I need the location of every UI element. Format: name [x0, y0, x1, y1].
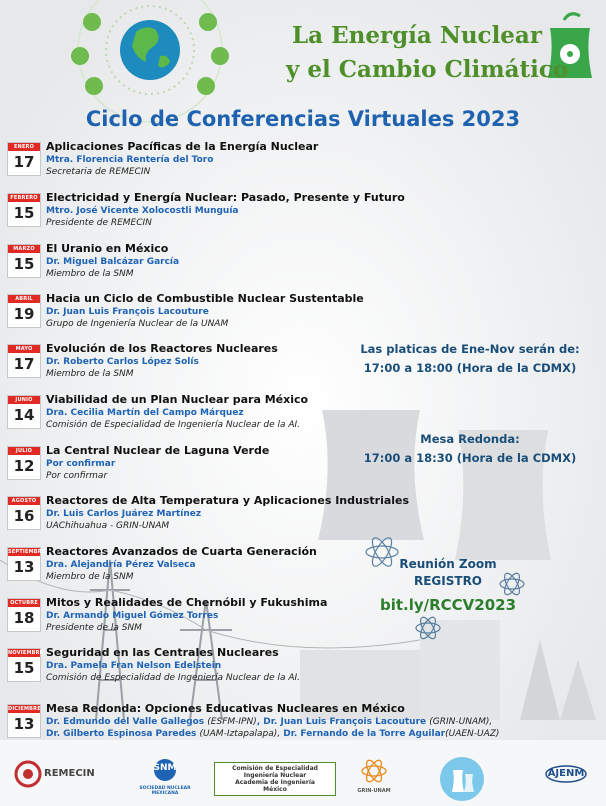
schedule-info [350, 340, 590, 378]
session-speaker: Mtro. José Vicente Xolocostli Munguía [46, 206, 239, 216]
session-title: Electricidad y Energía Nuclear: Pasado, Presente y Futuro [46, 191, 405, 204]
date-month: DICIEMBRE [8, 706, 41, 712]
date-badge [8, 705, 40, 737]
page-subtitle: Ciclo de Conferencias Virtuales 2023 [85, 107, 521, 131]
date-badge [8, 396, 40, 428]
zoom-info [378, 556, 518, 590]
atom-icon [352, 758, 396, 784]
date-day: 15 [13, 255, 35, 273]
zoom-label: Reunión Zoom [399, 557, 497, 571]
roundtable-time: 17:00 a 18:30 (Hora de la CDMX) [363, 451, 577, 465]
date-badge [8, 649, 44, 681]
session-role: UAChihuahua - GRIN-UNAM [46, 521, 170, 531]
grin-logo: GRIN-UNAM [352, 758, 396, 794]
remecin-logo: REMECIN [10, 758, 100, 794]
session-title: Reactores Avanzados de Cuarta Generación [46, 545, 317, 558]
session-speaker: Dra. Alejandría Pérez Valseca [46, 560, 196, 570]
session-title: Hacia un Ciclo de Combustible Nuclear Sustentable [46, 292, 364, 305]
reactor-logo [438, 756, 486, 806]
registration-link[interactable]: bit.ly/RCCV2023 [379, 596, 517, 614]
session-title: Reactores de Alta Temperatura y Aplicaciones Industriales [46, 494, 410, 507]
snm-logo: SNM SOCIEDAD NUCLEAR MEXICANA [132, 758, 198, 796]
roundtable-label: Mesa Redonda: [420, 432, 520, 446]
session-title: Seguridad en las Centrales Nucleares [46, 646, 279, 659]
date-day: 15 [13, 659, 35, 677]
session-role: Miembro de la SNM [46, 369, 134, 379]
date-month: ENERO [8, 143, 40, 151]
date-month: MAYO [8, 345, 40, 353]
date-badge [8, 194, 40, 226]
date-badge [8, 295, 40, 327]
date-day: 17 [13, 153, 35, 171]
session-role: Presidente de la SNM [46, 623, 142, 633]
date-badge [8, 245, 40, 277]
session-role: Por confirmar [46, 471, 108, 481]
date-month: NOVIEMBRE [8, 650, 44, 656]
session-role: Comisión de Especialidad de Ingeniería Nuclear de la AI. [46, 673, 301, 683]
date-badge [8, 497, 40, 529]
date-day: 13 [13, 558, 35, 576]
talks-label: Las platicas de Ene-Nov serán de: [360, 342, 580, 356]
session-title: La Central Nuclear de Laguna Verde [46, 444, 270, 457]
session-role: Miembro de la SNM [46, 269, 134, 279]
session-speaker: Dr. Armando Miguel Gómez Torres [46, 611, 219, 621]
session-speaker: Dr. Roberto Carlos López Solís [46, 357, 199, 367]
date-badge [8, 599, 40, 631]
ajenm-logo: AJENM [536, 760, 596, 792]
date-month: MARZO [8, 245, 40, 253]
date-day: 16 [13, 507, 35, 525]
date-day: 18 [13, 609, 35, 627]
session-title: Aplicaciones Pacíficas de la Energía Nuclear [46, 140, 319, 153]
date-badge [8, 548, 46, 580]
panel-line-1: Dr. Edmundo del Valle Gallegos (ESFM-IPN), Dr. Juan Luis François Lacouture (GRIN-UNAM), [46, 717, 493, 727]
session-title: Evolución de los Reactores Nucleares [46, 342, 278, 355]
date-badge [8, 345, 40, 377]
registro-label: REGISTRO [413, 574, 483, 588]
session-speaker: Mtra. Florencia Rentería del Toro [46, 155, 214, 165]
session-title: Mesa Redonda: Opciones Educativas Nucleares en México [46, 702, 405, 715]
date-month: ABRIL [8, 295, 40, 303]
date-day: 19 [13, 305, 35, 323]
date-month: JULIO [8, 447, 40, 455]
date-day: 14 [13, 406, 35, 424]
session-role: Grupo de Ingeniería Nuclear de la UNAM [46, 319, 229, 329]
panel-line-2: Dr. Gilberto Espinosa Paredes (UAM-Iztapalapa), Dr. Fernando de la Torre Aguilar(UAEN-UAZ) [46, 729, 500, 739]
date-month: SEPTIEMBRE [8, 549, 46, 555]
date-day: 12 [13, 457, 35, 475]
session-speaker: Dra. Pamela Fran Nelson Edelstein [46, 661, 222, 671]
date-day: 17 [13, 355, 35, 373]
session-role: Secretaria de REMECIN [46, 167, 151, 177]
session-speaker: Dr. Juan Luis François Lacouture [46, 307, 209, 317]
date-month: OCTUBRE [8, 599, 40, 607]
date-month: FEBRERO [8, 194, 40, 202]
session-title: El Uranio en México [46, 242, 169, 255]
session-speaker: Dra. Cecilia Martín del Campo Márquez [46, 408, 244, 418]
session-speaker: Por confirmar [46, 459, 116, 469]
session-speaker: Dr. Miguel Balcázar García [46, 257, 180, 267]
academia-logo: Comisión de Especialidad Ingeniería Nuclear Academia de Ingeniería México [214, 762, 336, 796]
date-month: JUNIO [8, 396, 40, 404]
session-title: Viabilidad de un Plan Nuclear para México [46, 393, 309, 406]
page-title-line1: La Energía Nuclear [292, 22, 542, 49]
talks-time: 17:00 a 18:00 (Hora de la CDMX) [363, 361, 577, 375]
roundtable-info [350, 430, 590, 468]
session-speaker: Dr. Luis Carlos Juárez Martínez [46, 509, 202, 519]
date-badge [8, 143, 40, 175]
date-month: AGOSTO [8, 497, 40, 505]
session-title: Mitos y Realidades de Chernóbil y Fukushima [46, 596, 328, 609]
session-role: Miembro de la SNM [46, 572, 134, 582]
date-day: 15 [13, 204, 35, 222]
reactor-icon [438, 756, 486, 802]
date-day: 13 [13, 715, 35, 733]
session-role: Comisión de Especialidad de Ingeniería Nuclear de la AI. [46, 420, 301, 430]
session-role: Presidente de REMECIN [46, 218, 152, 228]
date-badge [8, 447, 40, 479]
page-title-line2: y el Cambio Climático [286, 56, 569, 83]
